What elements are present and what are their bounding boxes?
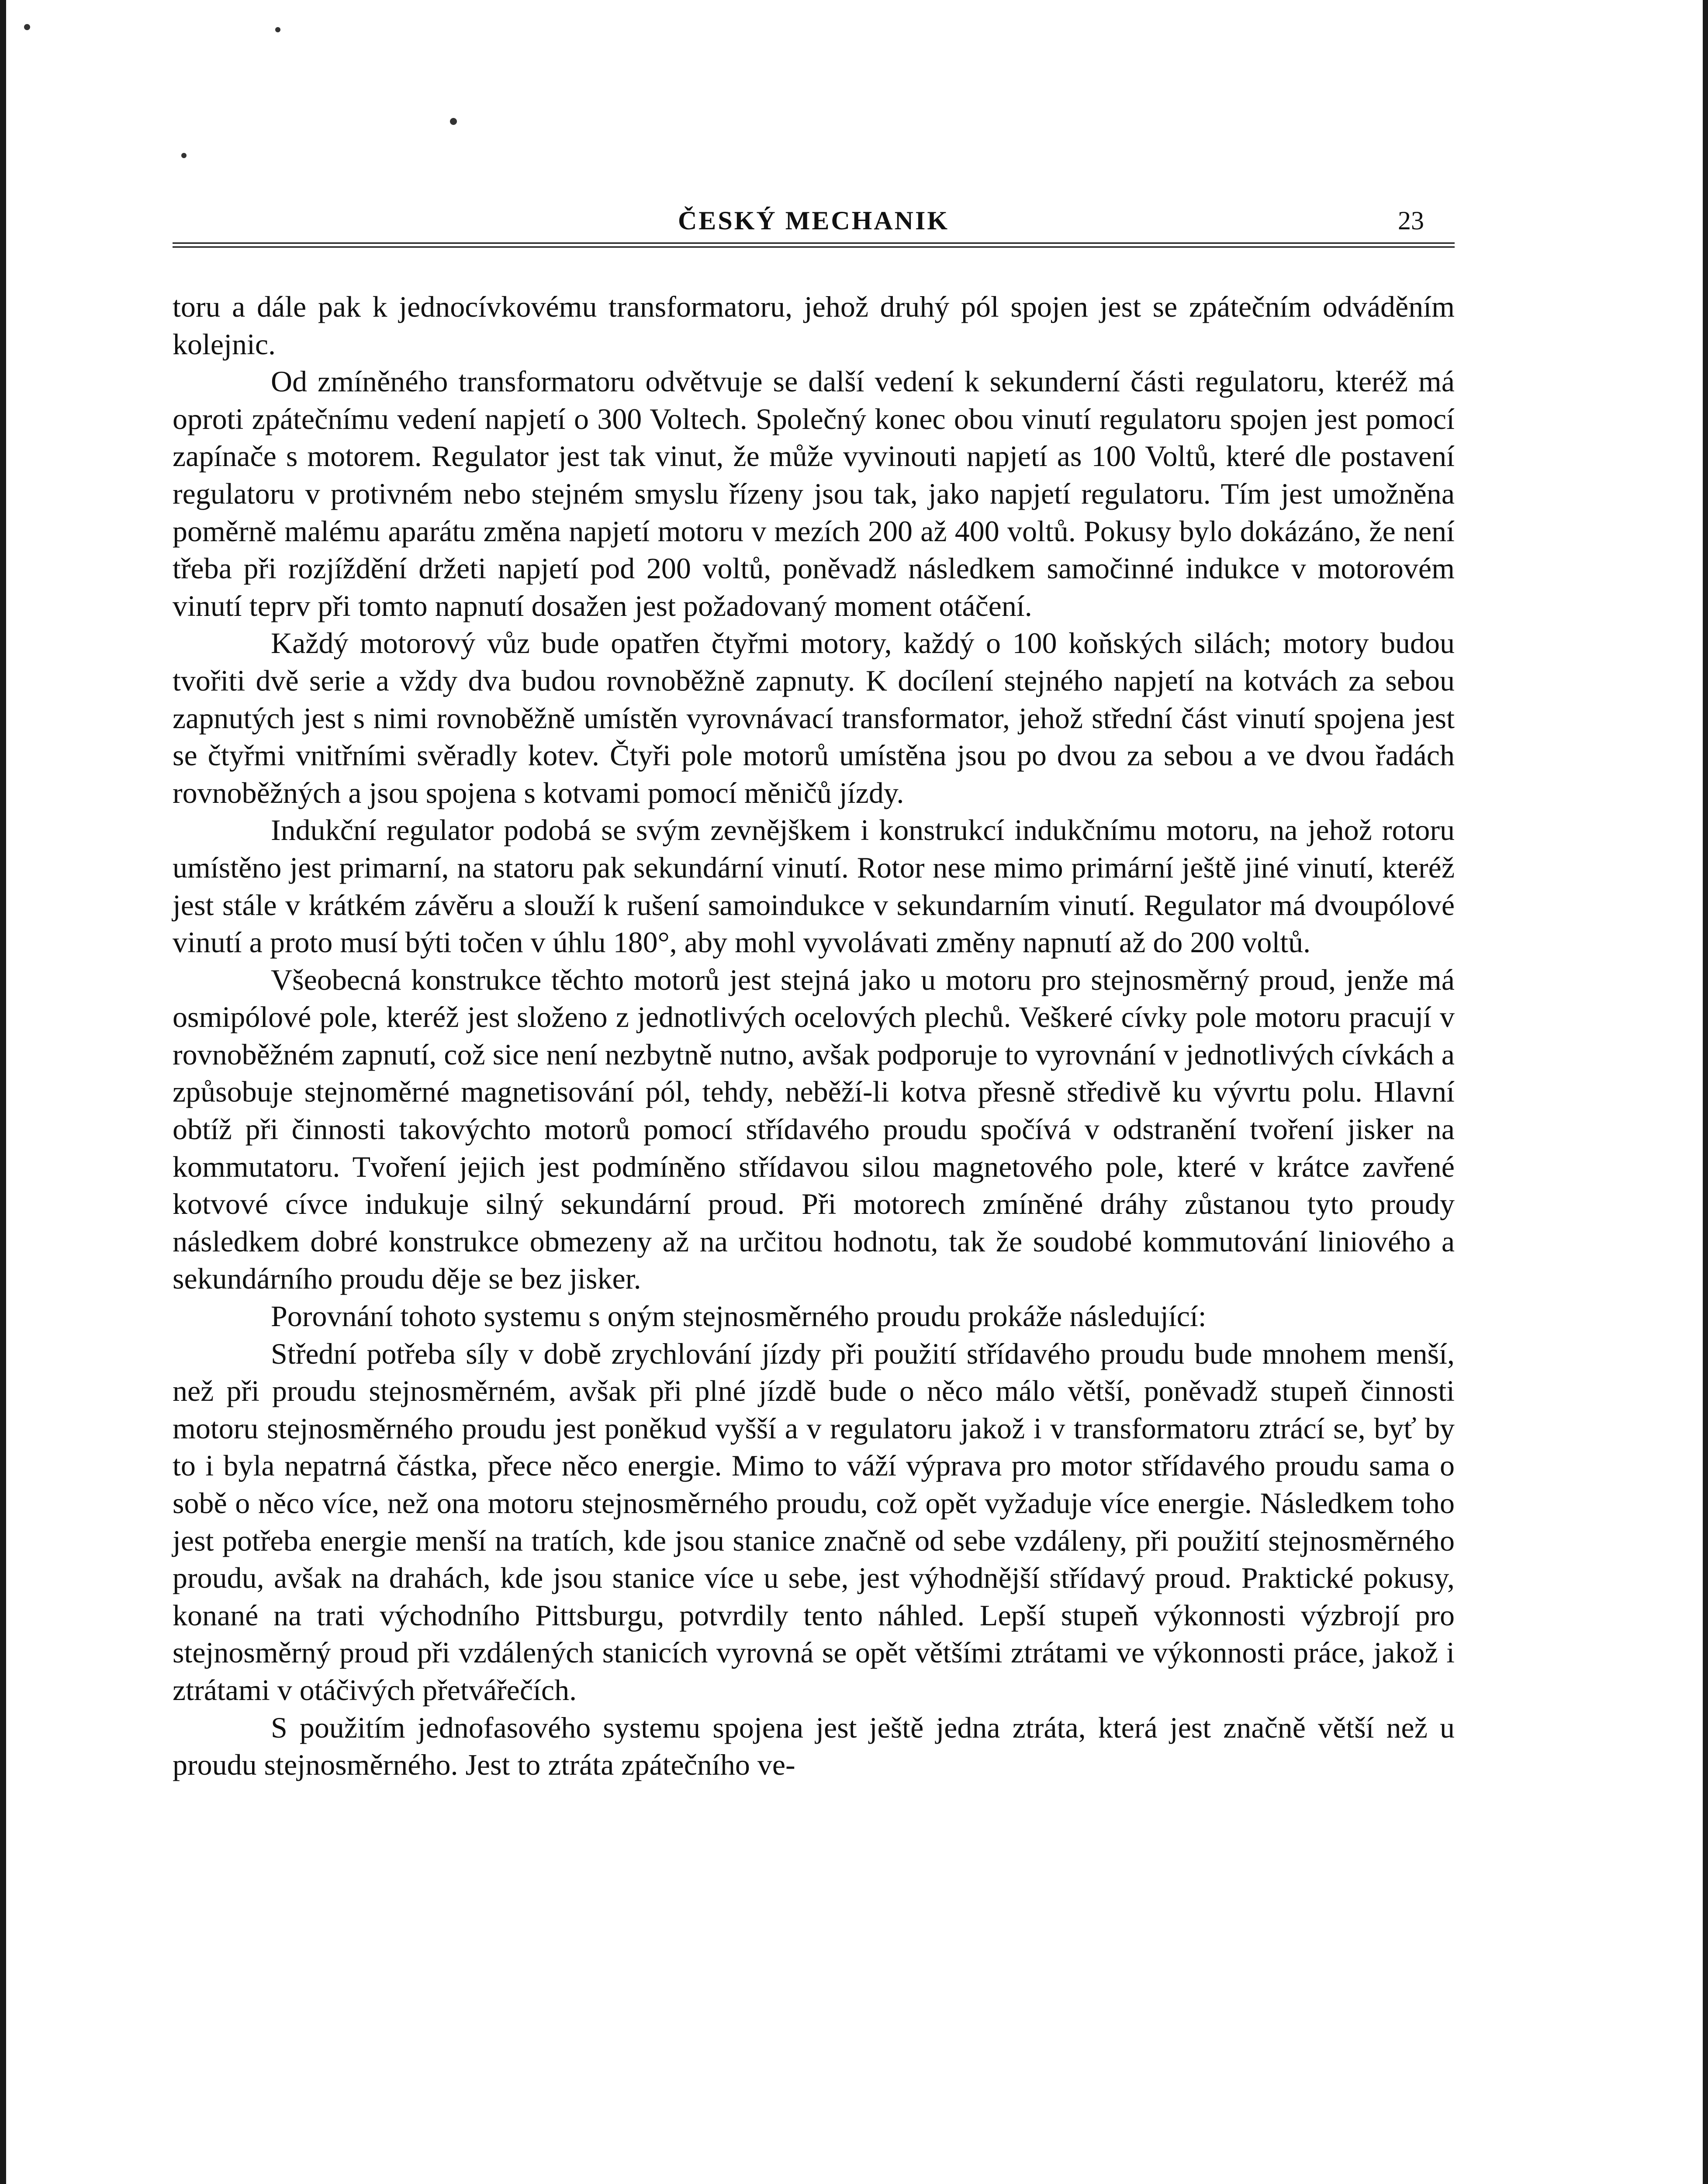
paragraph: Všeobecná konstrukce těchto motorů jest stejná jako u motoru pro stejnosměrný proud, jenže má osmipólové pole, kteréž jest složeno z jednotlivých ocelových plechů. Veškeré cívky pole motoru pracují v rovnoběžném zapnutí, což sice není nezbytně nutno, avšak podporuje to vyrovnání v jednotlivých cívkách a způsobuje stejnoměrné magnetisování pól, tehdy, neběží-li kotva přesně středivě ku vývrtu polu. Hlavní obtíž při činnosti takovýchto motorů pomocí střídavého proudu spočívá v odstranění tvoření jisker na kommutatoru. Tvoření jejich jest podmíněno střídavou silou magnetového pole, které v krátce zavřené kotvové cívce indukuje silný sekundární proud. Při motorech zmíněné dráhy zůstanou tyto proudy následkem dobré konstrukce obmezeny až na určitou hodnotu, tak že soudobé kommutování liniového a sekundárního proudu děje se bez jisker.: [173, 963, 1455, 1296]
paragraph: Střední potřeba síly v době zrychlování jízdy při použití střídavého proudu bude mnohem menší, než při proudu stejnosměrném, avšak při plné jízdě bude o něco málo větší, poněvadž stupeň činnosti motoru stejnosměrného proudu jest poněkud vyšší a v regulatoru jakož i v transformatoru ztrácí se, byť by to i byla nepatrná částka, přece něco energie. Mimo to váží výprava pro motor střídavého proudu sama o sobě o něco více, než ona motoru stejnosměrného proudu, což opět vyžaduje více energie. Následkem toho jest potřeba energie menší na tratích, kde jsou stanice značně od sebe vzdáleny, při použití stejnosměrného proudu, avšak na drahách, kde jsou stanice více u sebe, jest výhodnější střídavý proud. Praktické pokusy, konané na trati východního Pittsburgu, potvrdily tento náhled. Lepší stupeň výkonnosti výzbrojí pro stejnosměrný proud při vzdálených stanicích vyrovná se opět většími ztrátami ve výkonnosti práce, jakož i ztrátami v otáčivých přetvářečích.: [173, 1337, 1455, 1707]
scan-speck: [450, 118, 457, 125]
paragraph: Každý motorový vůz bude opatřen čtyřmi motory, každý o 100 koňských silách; motory budou tvořiti dvě serie a vždy dva budou rovnoběžně zapnuty. K docílení stejného napjetí na kotvách za sebou zapnutých jest s nimi rovnoběžně umístěn vyrovnávací transformator, jehož střední část vinutí spojena jest se čtyřmi vnitřními svěradly kotev. Čtyři pole motorů umístěna jsou po dvou za sebou a ve dvou řadách rovnoběžných a jsou spojena s kotvami pomocí měničů jízdy.: [173, 626, 1455, 809]
scan-left-edge: [0, 0, 6, 2184]
scan-right-edge: [1703, 0, 1708, 2184]
paragraph: Indukční regulator podobá se svým zevnějškem i konstrukcí indukčnímu motoru, na jehož rotoru umístěno jest primarní, na statoru pak sekundární vinutí. Rotor nese mimo primární ještě jiné vinutí, kteréž jest stále v krátkém závěru a slouží k rušení samoindukce v sekundarním vinutí. Regulator má dvoupólové vinutí a proto musí býti točen v úhlu 180°, aby mohl vyvolávati změny napnutí až do 200 voltů.: [173, 813, 1455, 959]
paragraph: S použitím jednofasového systemu spojena jest ještě jedna ztráta, která jest značně větší než u proudu stejnosměrného. Jest to ztráta zpátečního ve-: [173, 1711, 1455, 1782]
page-number: 23: [1398, 206, 1424, 235]
paragraph: Porovnání tohoto systemu s oným stejnosměrného proudu prokáže následující:: [271, 1299, 1207, 1333]
page-header: [173, 205, 1455, 240]
paragraph: Od zmíněného transformatoru odvětvuje se další vedení k sekunderní části regulatoru, kteréž má oproti zpátečnímu vedení napjetí o 300 Voltech. Společný konec obou vinutí regulatoru spojen jest pomocí zapínače s motorem. Regulator jest tak vinut, že může vyvinouti napjetí as 100 Voltů, které dle postavení regulatoru v protivném nebo stejném smyslu řízeny jsou tak, jako napjetí regulatoru. Tím jest umožněna poměrně malému aparátu změna napjetí motoru v mezích 200 až 400 voltů. Pokusy bylo dokázáno, že není třeba při rozjíždění držeti napjetí pod 200 voltů, poněvadž následkem samočinné indukce v motorovém vinutí teprv při tomto napnutí dosažen jest požadovaný moment otáčení.: [173, 365, 1455, 622]
scan-speck: [24, 24, 30, 30]
article-body: [173, 288, 1455, 1784]
running-title: ČESKÝ MECHANIK: [678, 206, 950, 235]
header-double-rule: [173, 242, 1455, 248]
scan-speck: [181, 153, 187, 158]
paragraph: toru a dále pak k jednocívkovému transformatoru, jehož druhý pól spojen jest se zpátečním odváděním kolejnic.: [173, 290, 1455, 361]
scan-speck: [275, 27, 280, 32]
